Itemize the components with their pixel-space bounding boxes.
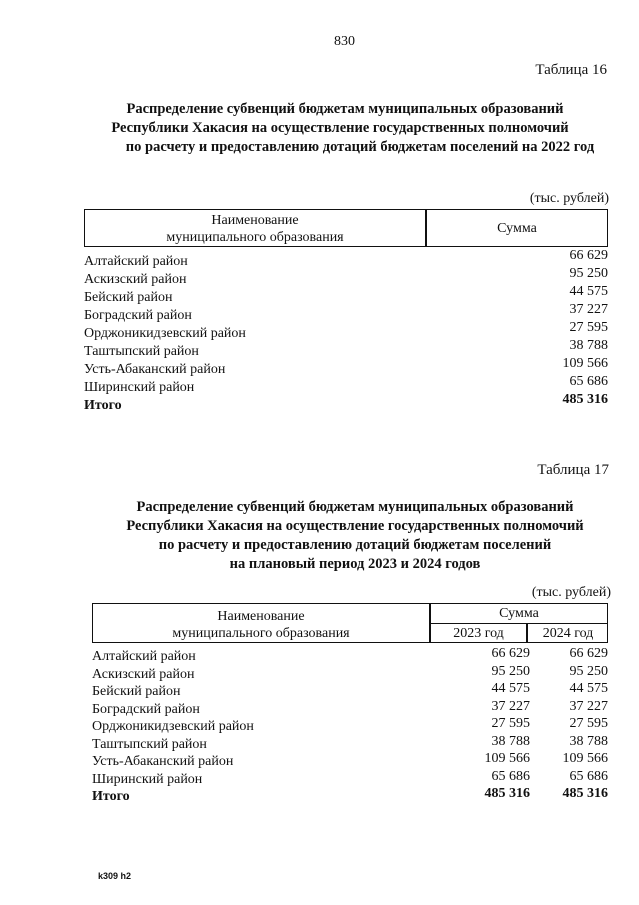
table-17-title xyxy=(90,498,620,574)
footer-code: k309 h2 xyxy=(98,871,132,881)
row-name: Орджоникидзевский район xyxy=(92,719,254,734)
row-sum: 37 227 xyxy=(569,302,608,317)
row-2023: 65 686 xyxy=(491,768,530,784)
total-label: Итого xyxy=(84,398,122,413)
header-name-line1: Наименование xyxy=(217,609,305,624)
header-name xyxy=(93,608,429,642)
header-name-line2: муниципального образования xyxy=(166,230,344,245)
total-2024: 485 316 xyxy=(562,786,608,801)
row-name: Ширинский район xyxy=(84,380,195,395)
row-name: Алтайский район xyxy=(92,649,196,664)
table-row xyxy=(84,322,608,340)
title-line: на плановый период 2023 и 2024 годов xyxy=(229,556,481,572)
table-row xyxy=(84,250,608,268)
row-2023: 95 250 xyxy=(491,663,530,679)
row-2024: 44 575 xyxy=(569,681,608,696)
table-row xyxy=(84,340,608,358)
row-sum: 44 575 xyxy=(569,284,608,299)
row-2023: 44 575 xyxy=(491,681,530,696)
table-row xyxy=(92,716,608,734)
row-2024: 38 788 xyxy=(569,733,608,749)
row-2024: 95 250 xyxy=(569,663,608,679)
title-line: по расчету и предоставлению дотаций бюджетам поселений на 2022 год xyxy=(125,139,595,155)
table-row xyxy=(92,681,608,699)
title-line: Республики Хакасия на осуществление государственных полномочий xyxy=(111,120,569,136)
header-sum: Сумма xyxy=(499,606,539,621)
table-row xyxy=(92,751,608,769)
row-name: Усть-Абаканский район xyxy=(84,362,226,377)
row-name: Орджоникидзевский район xyxy=(84,326,246,341)
table-row xyxy=(92,699,608,717)
table-row xyxy=(84,376,608,394)
title-line: Республики Хакасия на осуществление государственных полномочий xyxy=(126,518,584,534)
header-name-line2: муниципального образования xyxy=(172,626,350,641)
page-number: 830 xyxy=(334,34,355,49)
header-divider xyxy=(430,623,608,624)
table-row xyxy=(84,304,608,322)
row-name: Бейский район xyxy=(84,290,173,305)
title-line: Распределение субвенций бюджетам муниципальных образований xyxy=(126,101,564,117)
header-sum: Сумма xyxy=(497,221,537,236)
row-2024: 109 566 xyxy=(562,751,608,766)
table-row xyxy=(92,769,608,787)
total-2023: 485 316 xyxy=(484,786,530,801)
table-row xyxy=(84,358,608,376)
row-2023: 37 227 xyxy=(491,698,530,714)
row-2023: 109 566 xyxy=(484,751,530,766)
table-16-header xyxy=(84,209,608,247)
row-name: Боградский район xyxy=(84,308,192,323)
row-sum: 27 595 xyxy=(569,320,608,335)
row-sum: 95 250 xyxy=(569,266,608,281)
table-row xyxy=(92,734,608,752)
row-2024: 65 686 xyxy=(569,768,608,784)
row-name: Аскизский район xyxy=(84,272,187,287)
total-sum: 485 316 xyxy=(562,392,608,407)
row-name: Алтайский район xyxy=(84,254,188,269)
row-sum: 65 686 xyxy=(569,374,608,389)
header-name-line1: Наименование xyxy=(211,213,299,228)
title-line: по расчету и предоставлению дотаций бюджетам поселений xyxy=(158,537,552,553)
row-name: Таштыпский район xyxy=(84,344,199,359)
row-name: Таштыпский район xyxy=(92,736,207,752)
table-row xyxy=(84,286,608,304)
row-name: Усть-Абаканский район xyxy=(92,754,234,769)
table-16-label: Таблица 16 xyxy=(535,62,607,78)
row-2023: 38 788 xyxy=(491,733,530,749)
table-16-units: (тыс. рублей) xyxy=(529,191,609,206)
row-name: Бейский район xyxy=(92,684,181,699)
table-16-title xyxy=(70,100,639,157)
row-2023: 27 595 xyxy=(491,716,530,731)
table-row xyxy=(92,664,608,682)
table-row xyxy=(92,646,608,664)
table-total-row xyxy=(92,786,608,804)
row-name: Аскизский район xyxy=(92,666,195,682)
table-row xyxy=(84,268,608,286)
table-17-label: Таблица 17 xyxy=(537,462,609,478)
table-17-units: (тыс. рублей) xyxy=(531,585,611,600)
table-total-row xyxy=(84,394,608,412)
title-line: Распределение субвенций бюджетам муниципальных образований xyxy=(136,499,574,515)
row-2024: 27 595 xyxy=(569,716,608,731)
header-year-2023: 2023 год xyxy=(453,626,504,641)
row-name: Ширинский район xyxy=(92,771,203,787)
header-name xyxy=(85,212,425,246)
row-2023: 66 629 xyxy=(491,646,530,661)
row-sum: 109 566 xyxy=(562,356,608,371)
row-name: Боградский район xyxy=(92,701,200,717)
row-sum: 38 788 xyxy=(569,338,608,353)
total-label: Итого xyxy=(92,789,130,804)
row-sum: 66 629 xyxy=(569,248,608,263)
row-2024: 66 629 xyxy=(569,646,608,661)
table-17-header xyxy=(92,603,608,643)
row-2024: 37 227 xyxy=(569,698,608,714)
header-year-2024: 2024 год xyxy=(542,626,594,641)
